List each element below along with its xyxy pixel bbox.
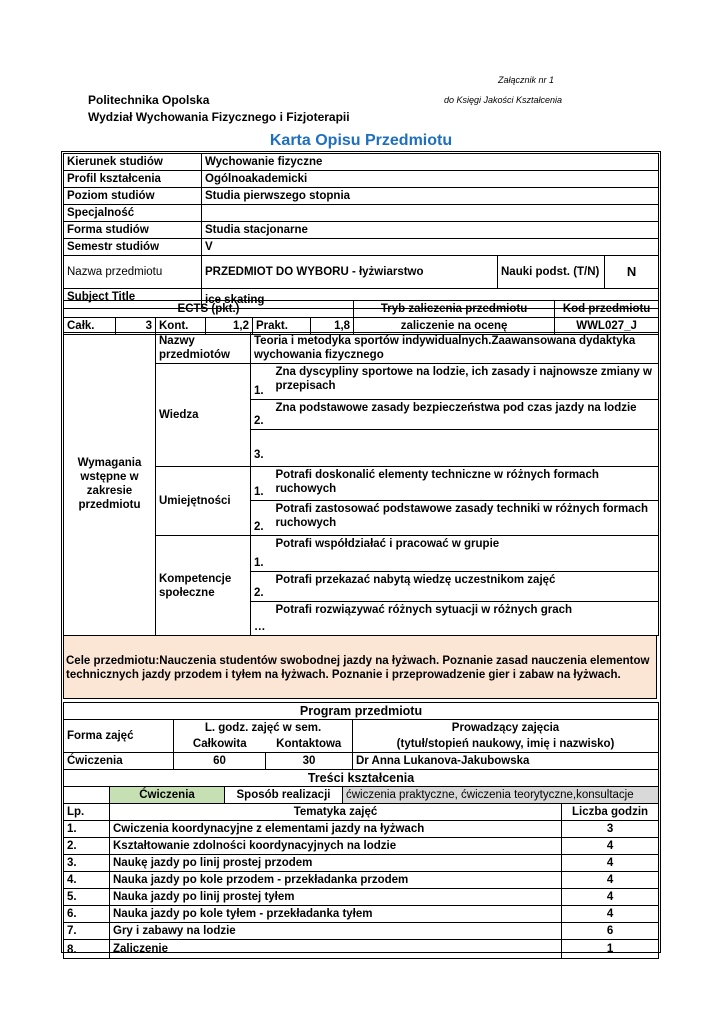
info-value: Studia stacjonarne (202, 222, 659, 239)
attachment-note: Załącznik nr 1 (498, 75, 555, 85)
program-row (64, 753, 659, 770)
lecturer-label: Prowadzący zajęcia (353, 720, 659, 737)
program-total-hours: 60 (174, 753, 266, 770)
row-lp: 6. (64, 906, 110, 923)
topic-header: Tematyka zajęć (110, 804, 562, 821)
info-row (64, 205, 659, 222)
info-row (64, 188, 659, 205)
knowledge-number: 1. (251, 364, 273, 400)
hours-label: L. godz. zajęć w sem. (174, 720, 353, 737)
program-lecturer: Dr Anna Lukanova-Jakubowska (353, 753, 659, 770)
row-topic: Nauka jazdy po linij prostej tyłem (110, 889, 562, 906)
kont-label: Kont. (156, 318, 206, 335)
social-number: 1. (251, 536, 273, 572)
info-label: Semestr studiów (64, 239, 202, 256)
table-row (64, 821, 659, 838)
program-contact-hours: 30 (266, 753, 353, 770)
names-value: Teoria i metodyka sportów indywidualnych.Zaawansowana dydaktyka wychowania fizycznego (251, 333, 659, 364)
content-type: Ćwiczenia (110, 787, 225, 804)
science-label: Nauki podst. (T/N) (498, 256, 605, 289)
course-name-label: Nazwa przedmiotu (64, 256, 202, 289)
knowledge-label: Wiedza (156, 364, 251, 467)
social-label: Kompetencje społeczne (156, 536, 251, 636)
info-label: Forma studiów (64, 222, 202, 239)
info-row (64, 154, 659, 171)
ects-table (63, 300, 659, 335)
method-label: Sposób realizacji (225, 787, 343, 804)
book-reference: do Księgi Jakości Kształcenia (444, 95, 563, 105)
info-label: Specjalność (64, 205, 202, 222)
row-lp: 5. (64, 889, 110, 906)
prakt-label: Prakt. (253, 318, 311, 335)
requirements-label: Wymagania wstępne w zakresie przedmiotu (64, 333, 156, 636)
info-label: Profil kształcenia (64, 171, 202, 188)
info-row (64, 222, 659, 239)
social-number: 2. (251, 572, 273, 602)
lecturer-sub-label: (tytuł/stopień naukowy, imię i nazwisko) (353, 736, 659, 753)
hours-header: Liczba godzin (562, 804, 659, 821)
requirements-table (63, 332, 659, 636)
table-row (64, 872, 659, 889)
course-name: PRZEDMIOT DO WYBORU - łyżwiarstwo (202, 256, 498, 289)
total-ects: 3 (116, 318, 156, 335)
row-hours: 1 (562, 940, 659, 959)
skills-number: 1. (251, 467, 273, 501)
knowledge-text: Zna dyscypliny sportowe na lodzie, ich zasady i najnowsze zmiany w przepisach (273, 364, 659, 400)
row-lp: 1. (64, 821, 110, 838)
row-topic: Nauka jazdy po kole tyłem - przekładanka tyłem (110, 906, 562, 923)
row-lp: 4. (64, 872, 110, 889)
prakt-ects: 1,8 (311, 318, 354, 335)
program-header: Program przedmiotu (64, 703, 659, 720)
table-row (64, 855, 659, 872)
knowledge-number: 2. (251, 400, 273, 430)
lp-header: Lp. (64, 804, 110, 821)
ects-header: ECTS (pkt.) (64, 301, 354, 318)
content-table (63, 769, 659, 959)
science-value: N (605, 256, 659, 289)
row-hours: 4 (562, 906, 659, 923)
row-hours: 3 (562, 821, 659, 838)
row-hours: 4 (562, 838, 659, 855)
row-topic: Cwiczenia koordynacyjne z elementami jazdy na łyżwach (110, 821, 562, 838)
knowledge-text (273, 430, 659, 467)
course-goals: Cele przedmiotu:Nauczenia studentów swobodnej jazdy na łyżwach. Poznanie zasad nauczenia elementow technicznych jazdy przodem i tyłem na łyżwach. Poznanie i przeprowadzenie gier i zabaw na łyżwach. (63, 635, 657, 699)
table-row (64, 940, 659, 959)
knowledge-number: 3. (251, 430, 273, 467)
page-title: Karta Opisu Przedmiotu (269, 132, 453, 149)
row-lp: 3. (64, 855, 110, 872)
kont-ects: 1,2 (206, 318, 253, 335)
row-hours: 4 (562, 872, 659, 889)
skills-number: 2. (251, 501, 273, 536)
row-lp: 8. (64, 940, 110, 959)
social-text: Potrafi przekazać nabytą wiedzę uczestnikom zajęć (273, 572, 659, 602)
info-value (202, 205, 659, 222)
table-row (64, 838, 659, 855)
assessment-mode: zaliczenie na ocenę (354, 318, 555, 335)
study-info-table (63, 153, 659, 309)
row-hours: 6 (562, 923, 659, 940)
faculty-name: Wydział Wychowania Fizycznego i Fizjoterapii (88, 110, 350, 124)
course-name-row (64, 256, 659, 289)
info-value: Wychowanie fizyczne (202, 154, 659, 171)
total-hours-label: Całkowita (174, 736, 266, 753)
skills-text: Potrafi zastosować podstawowe zasady techniki w różnych formach ruchowych (273, 501, 659, 536)
social-number: … (251, 602, 273, 636)
subject-title: ice skating (202, 289, 659, 309)
program-form: Ćwiczenia (64, 753, 174, 770)
social-text: Potrafi współdziałać i pracować w grupie (273, 536, 659, 572)
row-topic: Kształtowanie zdolności koordynacyjnych na lodzie (110, 838, 562, 855)
info-label: Poziom studiów (64, 188, 202, 205)
university-name: Politechnika Opolska (88, 93, 210, 107)
row-hours: 4 (562, 889, 659, 906)
knowledge-text: Zna podstawowe zasady bezpieczeństwa pod czas jazdy na lodzie (273, 400, 659, 430)
method-value: ćwiczenia praktyczne, ćwiczenia teorytyczne,konsultacje (343, 787, 659, 804)
info-label: Kierunek studiów (64, 154, 202, 171)
total-label: Całk. (64, 318, 116, 335)
skills-label: Umiejętności (156, 467, 251, 536)
row-topic: Naukę jazdy po linij prostej przodem (110, 855, 562, 872)
info-row (64, 171, 659, 188)
form-label: Forma zajęć (64, 720, 174, 753)
row-topic: Gry i zabawy na lodzie (110, 923, 562, 940)
info-value: Ogólnoakademicki (202, 171, 659, 188)
content-header: Treści kształcenia (64, 770, 659, 787)
course-code: WWL027_J (555, 318, 659, 335)
info-value: V (202, 239, 659, 256)
names-label: Nazwy przedmiotów (156, 333, 251, 364)
mode-header: Tryb zaliczenia przedmiotu (354, 301, 555, 318)
social-text: Potrafi rozwiązywać różnych sytuacji w różnych grach (273, 602, 659, 636)
table-row (64, 889, 659, 906)
contact-hours-label: Kontaktowa (266, 736, 353, 753)
row-topic: Zaliczenie (110, 940, 562, 959)
subject-label: Subject Title (64, 289, 202, 309)
table-row (64, 923, 659, 940)
info-value: Studia pierwszego stopnia (202, 188, 659, 205)
info-row (64, 239, 659, 256)
row-hours: 4 (562, 855, 659, 872)
code-header: Kod przedmiotu (555, 301, 659, 318)
skills-text: Potrafi doskonalić elementy techniczne w różnych formach ruchowych (273, 467, 659, 501)
table-row (64, 906, 659, 923)
row-lp: 2. (64, 838, 110, 855)
row-lp: 7. (64, 923, 110, 940)
row-topic: Nauka jazdy po kole przodem - przekładanka przodem (110, 872, 562, 889)
program-table (63, 702, 659, 770)
